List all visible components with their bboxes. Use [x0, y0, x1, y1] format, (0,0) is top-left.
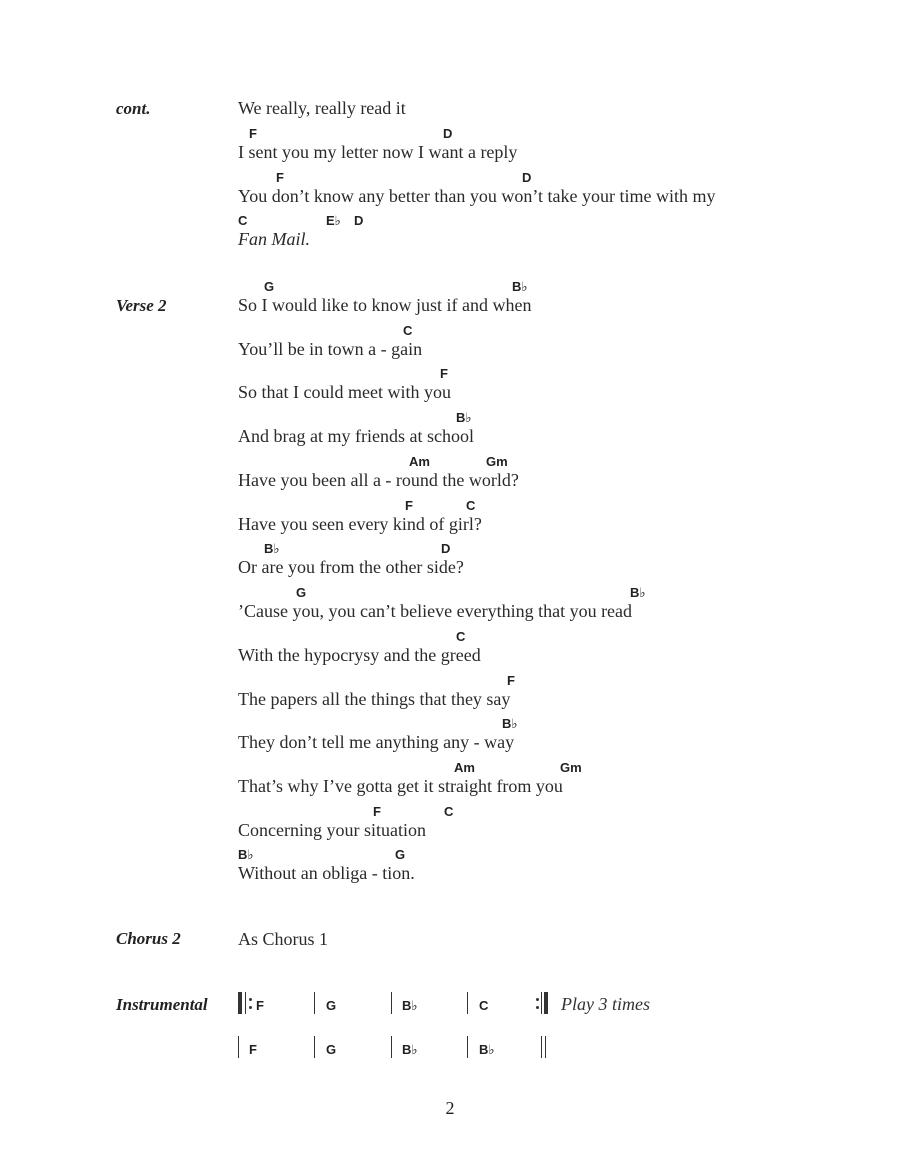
section-label-cont: cont. [116, 99, 151, 118]
repeat-end-barline [544, 992, 548, 1014]
lyric-line: Without an obliga - tion. [238, 863, 415, 883]
chord: Am [409, 454, 430, 469]
measure-chord: B♭ [479, 1042, 495, 1057]
chord: F [276, 170, 284, 185]
lyric-line: ’Cause you, you can’t believe everything that you read [238, 601, 633, 621]
chord: F [440, 366, 448, 381]
chord: C [466, 498, 476, 513]
barline [541, 992, 542, 1014]
lyric-line: And brag at my friends at school [238, 426, 474, 446]
chord: G [296, 585, 307, 600]
chord: C [444, 804, 454, 819]
lyric-line: You’ll be in town a - gain [238, 339, 423, 359]
lyric-line: So that I could meet with you [238, 382, 451, 402]
chord: F [507, 673, 515, 688]
barline [467, 1036, 468, 1058]
chord: C [456, 629, 466, 644]
repeat-dot [536, 998, 539, 1001]
lyric-line: Have you been all a - round the world? [238, 470, 519, 490]
lyric-line: You don’t know any better than you won’t take your time with my [238, 186, 716, 206]
chord: C [238, 213, 248, 228]
section-label-chorus-2: Chorus 2 [116, 929, 181, 948]
chord: G [395, 847, 406, 862]
measure-chord: B♭ [402, 998, 418, 1013]
barline [238, 1036, 239, 1058]
lyric-line: The papers all the things that they say [238, 689, 511, 709]
section-label-instrumental: Instrumental [116, 995, 208, 1014]
chord: F [249, 126, 257, 141]
barline [391, 992, 392, 1014]
barline [314, 992, 315, 1014]
chord: E♭ [326, 213, 341, 228]
chord: B♭ [630, 585, 646, 600]
lyric-line: That’s why I’ve gotta get it straight from you [238, 776, 563, 796]
barline [314, 1036, 315, 1058]
chord: B♭ [264, 541, 280, 556]
page-number: 2 [445, 1098, 455, 1118]
lyric-line: We really, really read it [238, 98, 406, 118]
chord: D [441, 541, 451, 556]
measure-chord: G [326, 1042, 337, 1057]
repeat-dot [249, 998, 252, 1001]
chord: B♭ [238, 847, 254, 862]
lyric-line: They don’t tell me anything any - way [238, 732, 515, 752]
final-barline [541, 1036, 542, 1058]
section-label-verse-2: Verse 2 [116, 296, 167, 315]
measure-chord: F [256, 998, 264, 1013]
barline [245, 992, 246, 1014]
chord: D [522, 170, 532, 185]
chord: B♭ [456, 410, 472, 425]
chord: D [354, 213, 364, 228]
chord: D [443, 126, 453, 141]
lyric-line: Fan Mail. [238, 229, 310, 249]
chord: B♭ [502, 716, 518, 731]
measure-chord: G [326, 998, 337, 1013]
chord: F [405, 498, 413, 513]
repeat-instruction: Play 3 times [561, 994, 650, 1014]
chord: B♭ [512, 279, 528, 294]
chord: Gm [560, 760, 582, 775]
lyric-line: Have you seen every kind of girl? [238, 514, 482, 534]
barline [391, 1036, 392, 1058]
chord: F [373, 804, 381, 819]
measure-chord: F [249, 1042, 257, 1057]
measure-chord: B♭ [402, 1042, 418, 1057]
lyric-line: I sent you my letter now I want a reply [238, 142, 518, 162]
chord: Am [454, 760, 475, 775]
barline [467, 992, 468, 1014]
repeat-dot [249, 1006, 252, 1009]
measure-chord: C [479, 998, 489, 1013]
chord: C [403, 323, 413, 338]
lyric-line: Concerning your situation [238, 820, 426, 840]
lyric-line: With the hypocrysy and the greed [238, 645, 481, 665]
lyric-line: Or are you from the other side? [238, 557, 464, 577]
chord: G [264, 279, 275, 294]
repeat-start-barline [238, 992, 242, 1014]
repeat-dot [536, 1006, 539, 1009]
final-barline [545, 1036, 546, 1058]
chorus-2-text: As Chorus 1 [238, 929, 329, 949]
chord: Gm [486, 454, 508, 469]
lyric-line: So I would like to know just if and when [238, 295, 532, 315]
